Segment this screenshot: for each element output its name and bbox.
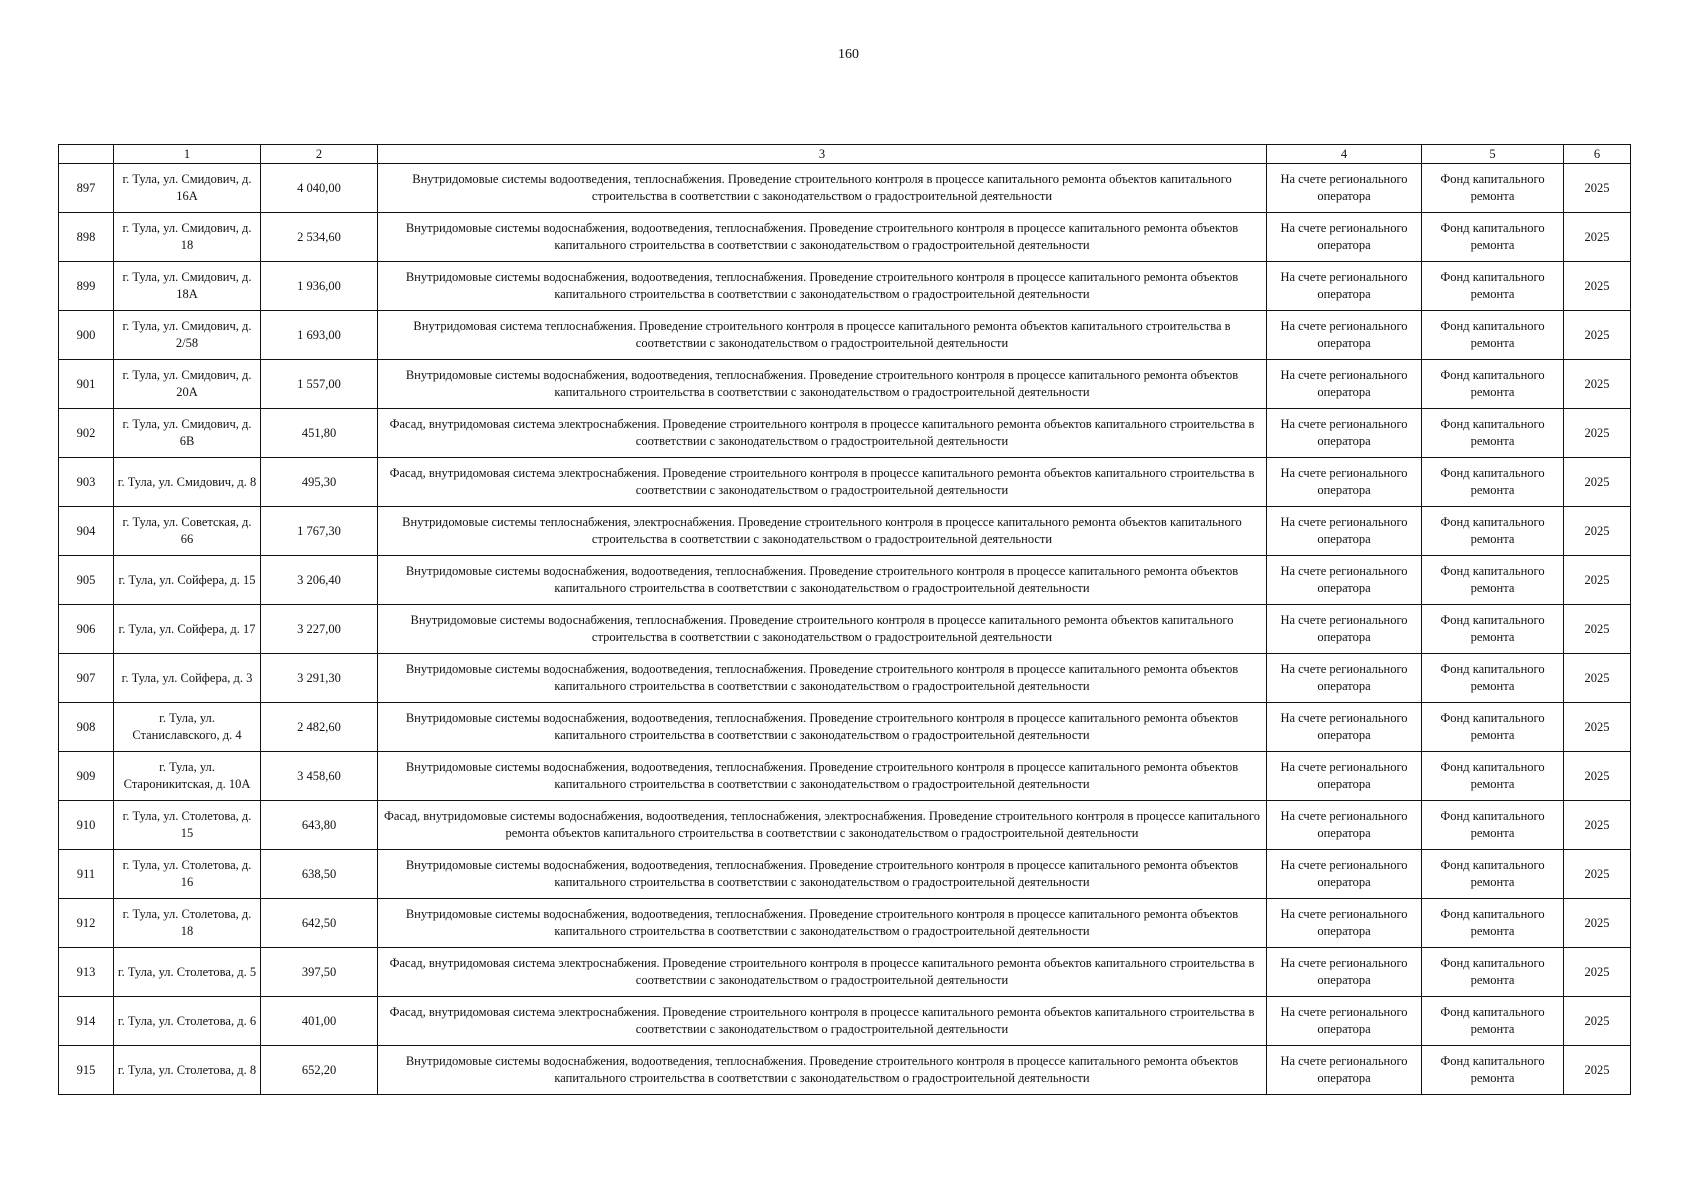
year-cell: 2025 — [1564, 1046, 1631, 1095]
works-cell: Внутридомовые системы водоснабжения, водоотведения, теплоснабжения. Проведение строительного контроля в процессе капитального ремонта объектов капитального строительства в соответствии с законодательством о градостроительной деятельности — [378, 556, 1267, 605]
funding-source-cell: Фонд капитального ремонта — [1422, 948, 1564, 997]
row-number-cell: 907 — [59, 654, 114, 703]
year-cell: 2025 — [1564, 899, 1631, 948]
works-cell: Внутридомовые системы водоснабжения, водоотведения, теплоснабжения. Проведение строительного контроля в процессе капитального ремонта объектов капитального строительства в соответствии с законодательством о градостроительной деятельности — [378, 752, 1267, 801]
cost-cell: 2 482,60 — [261, 703, 378, 752]
cost-cell: 643,80 — [261, 801, 378, 850]
cost-cell: 3 458,60 — [261, 752, 378, 801]
year-cell: 2025 — [1564, 360, 1631, 409]
column-header — [59, 145, 114, 164]
works-cell: Внутридомовые системы теплоснабжения, электроснабжения. Проведение строительного контроля в процессе капитального ремонта объектов капитального строительства в соответствии с законодательством о градостроительной деятельности — [378, 507, 1267, 556]
row-number-cell: 910 — [59, 801, 114, 850]
row-number-cell: 912 — [59, 899, 114, 948]
table-row — [59, 262, 1631, 311]
year-cell: 2025 — [1564, 311, 1631, 360]
account-cell: На счете регионального оператора — [1267, 948, 1422, 997]
account-cell: На счете регионального оператора — [1267, 311, 1422, 360]
address-cell: г. Тула, ул. Советская, д. 66 — [114, 507, 261, 556]
funding-source-cell: Фонд капитального ремонта — [1422, 605, 1564, 654]
address-cell: г. Тула, ул. Столетова, д. 5 — [114, 948, 261, 997]
table-row — [59, 948, 1631, 997]
works-cell: Фасад, внутридомовая система электроснабжения. Проведение строительного контроля в процессе капитального ремонта объектов капитального строительства в соответствии с законодательством о градостроительной деятельности — [378, 997, 1267, 1046]
year-cell: 2025 — [1564, 262, 1631, 311]
works-cell: Фасад, внутридомовая система электроснабжения. Проведение строительного контроля в процессе капитального ремонта объектов капитального строительства в соответствии с законодательством о градостроительной деятельности — [378, 948, 1267, 997]
funding-source-cell: Фонд капитального ремонта — [1422, 850, 1564, 899]
cost-cell: 652,20 — [261, 1046, 378, 1095]
row-number-cell: 906 — [59, 605, 114, 654]
address-cell: г. Тула, ул. Смидович, д. 18 — [114, 213, 261, 262]
account-cell: На счете регионального оператора — [1267, 801, 1422, 850]
account-cell: На счете регионального оператора — [1267, 458, 1422, 507]
address-cell: г. Тула, ул. Столетова, д. 18 — [114, 899, 261, 948]
year-cell: 2025 — [1564, 556, 1631, 605]
works-cell: Внутридомовые системы водоснабжения, водоотведения, теплоснабжения. Проведение строительного контроля в процессе капитального ремонта объектов капитального строительства в соответствии с законодательством о градостроительной деятельности — [378, 703, 1267, 752]
account-cell: На счете регионального оператора — [1267, 360, 1422, 409]
account-cell: На счете регионального оператора — [1267, 213, 1422, 262]
year-cell: 2025 — [1564, 654, 1631, 703]
table-row — [59, 311, 1631, 360]
cost-cell: 401,00 — [261, 997, 378, 1046]
year-cell: 2025 — [1564, 948, 1631, 997]
cost-cell: 642,50 — [261, 899, 378, 948]
funding-source-cell: Фонд капитального ремонта — [1422, 262, 1564, 311]
year-cell: 2025 — [1564, 164, 1631, 213]
address-cell: г. Тула, ул. Смидович, д. 2/58 — [114, 311, 261, 360]
row-number-cell: 900 — [59, 311, 114, 360]
table-row — [59, 556, 1631, 605]
works-cell: Внутридомовые системы водоснабжения, водоотведения, теплоснабжения. Проведение строительного контроля в процессе капитального ремонта объектов капитального строительства в соответствии с законодательством о градостроительной деятельности — [378, 262, 1267, 311]
works-cell: Внутридомовые системы водоотведения, теплоснабжения. Проведение строительного контроля в процессе капитального ремонта объектов капитального строительства в соответствии с законодательством о градостроительной деятельности — [378, 164, 1267, 213]
year-cell: 2025 — [1564, 801, 1631, 850]
year-cell: 2025 — [1564, 850, 1631, 899]
account-cell: На счете регионального оператора — [1267, 605, 1422, 654]
funding-source-cell: Фонд капитального ремонта — [1422, 409, 1564, 458]
address-cell: г. Тула, ул. Смидович, д. 18А — [114, 262, 261, 311]
funding-source-cell: Фонд капитального ремонта — [1422, 997, 1564, 1046]
account-cell: На счете регионального оператора — [1267, 654, 1422, 703]
address-cell: г. Тула, ул. Смидович, д. 8 — [114, 458, 261, 507]
table-row — [59, 850, 1631, 899]
row-number-cell: 913 — [59, 948, 114, 997]
table-row — [59, 213, 1631, 262]
address-cell: г. Тула, ул. Станиславского, д. 4 — [114, 703, 261, 752]
page-number: 160 — [838, 47, 859, 62]
address-cell: г. Тула, ул. Смидович, д. 6В — [114, 409, 261, 458]
cost-cell: 397,50 — [261, 948, 378, 997]
header-row — [59, 145, 1631, 164]
table-row — [59, 458, 1631, 507]
row-number-cell: 909 — [59, 752, 114, 801]
account-cell: На счете регионального оператора — [1267, 409, 1422, 458]
funding-source-cell: Фонд капитального ремонта — [1422, 311, 1564, 360]
account-cell: На счете регионального оператора — [1267, 752, 1422, 801]
address-cell: г. Тула, ул. Столетова, д. 16 — [114, 850, 261, 899]
year-cell: 2025 — [1564, 458, 1631, 507]
address-cell: г. Тула, ул. Смидович, д. 20А — [114, 360, 261, 409]
table-row — [59, 409, 1631, 458]
works-cell: Внутридомовые системы водоснабжения, теплоснабжения. Проведение строительного контроля в процессе капитального ремонта объектов капитального строительства в соответствии с законодательством о градостроительной деятельности — [378, 605, 1267, 654]
cost-cell: 638,50 — [261, 850, 378, 899]
account-cell: На счете регионального оператора — [1267, 703, 1422, 752]
table-row — [59, 997, 1631, 1046]
year-cell: 2025 — [1564, 703, 1631, 752]
cost-cell: 1 767,30 — [261, 507, 378, 556]
funding-source-cell: Фонд капитального ремонта — [1422, 654, 1564, 703]
address-cell: г. Тула, ул. Столетова, д. 6 — [114, 997, 261, 1046]
funding-source-cell: Фонд капитального ремонта — [1422, 458, 1564, 507]
address-cell: г. Тула, ул. Столетова, д. 8 — [114, 1046, 261, 1095]
year-cell: 2025 — [1564, 752, 1631, 801]
row-number-cell: 901 — [59, 360, 114, 409]
year-cell: 2025 — [1564, 213, 1631, 262]
row-number-cell: 914 — [59, 997, 114, 1046]
row-number-cell: 915 — [59, 1046, 114, 1095]
works-cell: Внутридомовые системы водоснабжения, водоотведения, теплоснабжения. Проведение строительного контроля в процессе капитального ремонта объектов капитального строительства в соответствии с законодательством о градостроительной деятельности — [378, 899, 1267, 948]
cost-cell: 2 534,60 — [261, 213, 378, 262]
funding-source-cell: Фонд капитального ремонта — [1422, 1046, 1564, 1095]
address-cell: г. Тула, ул. Сойфера, д. 15 — [114, 556, 261, 605]
account-cell: На счете регионального оператора — [1267, 262, 1422, 311]
table-row — [59, 360, 1631, 409]
address-cell: г. Тула, ул. Сойфера, д. 17 — [114, 605, 261, 654]
cost-cell: 3 291,30 — [261, 654, 378, 703]
funding-source-cell: Фонд капитального ремонта — [1422, 703, 1564, 752]
funding-source-cell: Фонд капитального ремонта — [1422, 164, 1564, 213]
row-number-cell: 903 — [59, 458, 114, 507]
funding-source-cell: Фонд капитального ремонта — [1422, 556, 1564, 605]
cost-cell: 1 693,00 — [261, 311, 378, 360]
account-cell: На счете регионального оператора — [1267, 556, 1422, 605]
table-row — [59, 752, 1631, 801]
table-row — [59, 1046, 1631, 1095]
row-number-cell: 898 — [59, 213, 114, 262]
works-cell: Фасад, внутридомовая система электроснабжения. Проведение строительного контроля в процессе капитального ремонта объектов капитального строительства в соответствии с законодательством о градостроительной деятельности — [378, 458, 1267, 507]
row-number-cell: 905 — [59, 556, 114, 605]
cost-cell: 3 206,40 — [261, 556, 378, 605]
column-header: 3 — [378, 145, 1267, 164]
works-cell: Внутридомовые системы водоснабжения, водоотведения, теплоснабжения. Проведение строительного контроля в процессе капитального ремонта объектов капитального строительства в соответствии с законодательством о градостроительной деятельности — [378, 213, 1267, 262]
capital-repair-table — [58, 144, 1631, 1095]
address-cell: г. Тула, ул. Смидович, д. 16А — [114, 164, 261, 213]
funding-source-cell: Фонд капитального ремонта — [1422, 752, 1564, 801]
row-number-cell: 908 — [59, 703, 114, 752]
works-cell: Внутридомовые системы водоснабжения, водоотведения, теплоснабжения. Проведение строительного контроля в процессе капитального ремонта объектов капитального строительства в соответствии с законодательством о градостроительной деятельности — [378, 850, 1267, 899]
address-cell: г. Тула, ул. Сойфера, д. 3 — [114, 654, 261, 703]
works-cell: Фасад, внутридомовые системы водоснабжения, водоотведения, теплоснабжения, электроснабжения. Проведение строительного контроля в процессе капитального ремонта объектов капитального строительства в соответствии с законодательством о градостроительной деятельности — [378, 801, 1267, 850]
table-row — [59, 164, 1631, 213]
table-row — [59, 507, 1631, 556]
address-cell: г. Тула, ул. Староникитская, д. 10А — [114, 752, 261, 801]
year-cell: 2025 — [1564, 605, 1631, 654]
row-number-cell: 902 — [59, 409, 114, 458]
works-cell: Внутридомовая система теплоснабжения. Проведение строительного контроля в процессе капитального ремонта объектов капитального строительства в соответствии с законодательством о градостроительной деятельности — [378, 311, 1267, 360]
table-row — [59, 654, 1631, 703]
works-cell: Внутридомовые системы водоснабжения, водоотведения, теплоснабжения. Проведение строительного контроля в процессе капитального ремонта объектов капитального строительства в соответствии с законодательством о градостроительной деятельности — [378, 654, 1267, 703]
year-cell: 2025 — [1564, 997, 1631, 1046]
account-cell: На счете регионального оператора — [1267, 850, 1422, 899]
column-header: 2 — [261, 145, 378, 164]
row-number-cell: 897 — [59, 164, 114, 213]
funding-source-cell: Фонд капитального ремонта — [1422, 801, 1564, 850]
funding-source-cell: Фонд капитального ремонта — [1422, 899, 1564, 948]
funding-source-cell: Фонд капитального ремонта — [1422, 360, 1564, 409]
address-cell: г. Тула, ул. Столетова, д. 15 — [114, 801, 261, 850]
column-header: 6 — [1564, 145, 1631, 164]
cost-cell: 451,80 — [261, 409, 378, 458]
table-row — [59, 605, 1631, 654]
column-header: 5 — [1422, 145, 1564, 164]
row-number-cell: 904 — [59, 507, 114, 556]
account-cell: На счете регионального оператора — [1267, 1046, 1422, 1095]
year-cell: 2025 — [1564, 409, 1631, 458]
works-cell: Внутридомовые системы водоснабжения, водоотведения, теплоснабжения. Проведение строительного контроля в процессе капитального ремонта объектов капитального строительства в соответствии с законодательством о градостроительной деятельности — [378, 1046, 1267, 1095]
cost-cell: 4 040,00 — [261, 164, 378, 213]
cost-cell: 1 557,00 — [261, 360, 378, 409]
table-row — [59, 899, 1631, 948]
works-cell: Фасад, внутридомовая система электроснабжения. Проведение строительного контроля в процессе капитального ремонта объектов капитального строительства в соответствии с законодательством о градостроительной деятельности — [378, 409, 1267, 458]
column-header: 4 — [1267, 145, 1422, 164]
funding-source-cell: Фонд капитального ремонта — [1422, 507, 1564, 556]
cost-cell: 495,30 — [261, 458, 378, 507]
year-cell: 2025 — [1564, 507, 1631, 556]
cost-cell: 1 936,00 — [261, 262, 378, 311]
row-number-cell: 899 — [59, 262, 114, 311]
account-cell: На счете регионального оператора — [1267, 164, 1422, 213]
row-number-cell: 911 — [59, 850, 114, 899]
works-cell: Внутридомовые системы водоснабжения, водоотведения, теплоснабжения. Проведение строительного контроля в процессе капитального ремонта объектов капитального строительства в соответствии с законодательством о градостроительной деятельности — [378, 360, 1267, 409]
cost-cell: 3 227,00 — [261, 605, 378, 654]
table-body — [59, 164, 1631, 1095]
table-header — [59, 145, 1631, 164]
table-row — [59, 801, 1631, 850]
account-cell: На счете регионального оператора — [1267, 507, 1422, 556]
account-cell: На счете регионального оператора — [1267, 997, 1422, 1046]
column-header: 1 — [114, 145, 261, 164]
funding-source-cell: Фонд капитального ремонта — [1422, 213, 1564, 262]
table-row — [59, 703, 1631, 752]
account-cell: На счете регионального оператора — [1267, 899, 1422, 948]
